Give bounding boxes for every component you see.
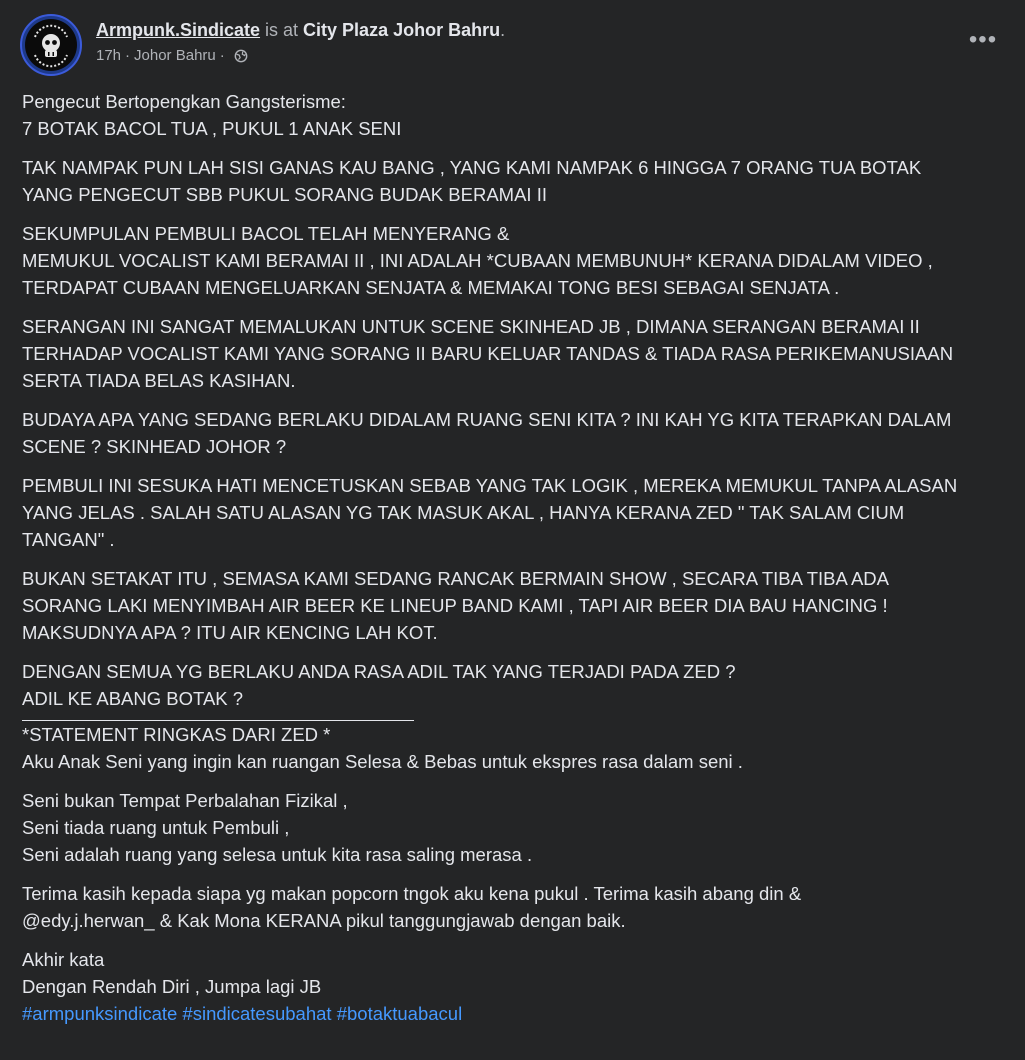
paragraph	[22, 154, 1011, 208]
text-line: ADIL KE ABANG BOTAK ?	[22, 688, 244, 709]
text-line: Seni tiada ruang untuk Pembuli ,	[22, 817, 290, 838]
post-body	[22, 88, 1011, 1027]
paragraph	[22, 565, 1011, 646]
hashtag-line	[22, 1000, 1011, 1027]
more-options-button[interactable]: •••	[968, 26, 998, 53]
text-line: *STATEMENT RINGKAS DARI ZED *	[22, 724, 331, 745]
author-name-link[interactable]: Armpunk.Sindicate	[96, 20, 261, 40]
text-line: BUDAYA APA YANG SEDANG BERLAKU DIDALAM RUANG SENI KITA ? INI KAH YG KITA TERAPKAN DALAM	[22, 409, 952, 430]
text-line: SCENE ? SKINHEAD JOHOR ?	[22, 436, 287, 457]
text-line: Seni adalah ruang yang selesa untuk kita rasa saling merasa .	[22, 844, 533, 865]
meta-separator: ·	[125, 47, 131, 64]
paragraph	[22, 220, 1011, 301]
band-logo-icon	[25, 19, 77, 71]
place-link[interactable]: City Plaza Johor Bahru	[303, 20, 501, 40]
text-line: Seni bukan Tempat Perbalahan Fizikal ,	[22, 790, 348, 811]
post-time[interactable]: 17h	[96, 47, 122, 64]
text-line: TERDAPAT CUBAAN MENGELUARKAN SENJATA & MEMAKAI TONG BESI SEBAGAI SENJATA .	[22, 277, 840, 298]
text-line: SORANG LAKI MENYIMBAH AIR BEER KE LINEUP BAND KAMI , TAPI AIR BEER DIA BAU HANCING !	[22, 595, 888, 616]
text-line: Terima kasih kepada siapa yg makan popcorn tngok aku kena pukul . Terima kasih abang din &	[22, 883, 802, 904]
paragraph	[22, 313, 1011, 394]
checkin-text: is at	[260, 20, 304, 40]
text-line: SERANGAN INI SANGAT MEMALUKAN UNTUK SCENE SKINHEAD JB , DIMANA SERANGAN BERAMAI II	[22, 316, 920, 337]
text-line: PEMBULI INI SESUKA HATI MENCETUSKAN SEBAB YANG TAK LOGIK , MEREKA MEMUKUL TANPA ALASAN	[22, 475, 958, 496]
text-line: MAKSUDNYA APA ? ITU AIR KENCING LAH KOT.	[22, 622, 438, 643]
paragraph	[22, 946, 1011, 1000]
post-header-text	[96, 18, 505, 66]
text-line: TANGAN" .	[22, 529, 115, 550]
text-line: SEKUMPULAN PEMBULI BACOL TELAH MENYERANG &	[22, 223, 510, 244]
text-line: 7 BOTAK BACOL TUA , PUKUL 1 ANAK SENI	[22, 118, 402, 139]
globe-icon[interactable]	[234, 49, 248, 63]
avatar[interactable]	[20, 14, 82, 76]
text-line: SERTA TIADA BELAS KASIHAN.	[22, 370, 296, 391]
text-line: @edy.j.herwan_ & Kak Mona KERANA pikul tanggungjawab dengan baik.	[22, 910, 626, 931]
hashtag-link[interactable]: #botaktuabacul	[336, 1003, 463, 1024]
privacy-separator: ·	[219, 47, 225, 64]
text-line: Pengecut Bertopengkan Gangsterisme:	[22, 91, 346, 112]
hashtag-link[interactable]: #sindicatesubahat	[182, 1003, 332, 1024]
post-meta	[96, 46, 505, 66]
text-line: Dengan Rendah Diri , Jumpa lagi JB	[22, 976, 322, 997]
text-line: YANG PENGECUT SBB PUKUL SORANG BUDAK BERAMAI II	[22, 184, 547, 205]
paragraph	[22, 472, 1011, 553]
paragraph	[22, 406, 1011, 460]
paragraph	[22, 721, 1011, 775]
text-line: YANG JELAS . SALAH SATU ALASAN YG TAK MASUK AKAL , HANYA KERANA ZED " TAK SALAM CIUM	[22, 502, 905, 523]
post-location[interactable]: Johor Bahru	[134, 47, 216, 64]
text-line: MEMUKUL VOCALIST KAMI BERAMAI II , INI ADALAH *CUBAAN MEMBUNUH* KERANA DIDALAM VIDEO ,	[22, 250, 933, 271]
hashtag-link[interactable]: #armpunksindicate	[22, 1003, 178, 1024]
title-period: .	[500, 20, 506, 40]
text-line: BUKAN SETAKAT ITU , SEMASA KAMI SEDANG RANCAK BERMAIN SHOW , SECARA TIBA TIBA ADA	[22, 568, 889, 589]
post-title-line	[96, 18, 505, 42]
text-line: DENGAN SEMUA YG BERLAKU ANDA RASA ADIL TAK YANG TERJADI PADA ZED ?	[22, 661, 736, 682]
text-line: TERHADAP VOCALIST KAMI YANG SORANG II BARU KELUAR TANDAS & TIADA RASA PERIKEMANUSIAAN	[22, 343, 954, 364]
paragraph	[22, 787, 1011, 868]
post-header	[20, 14, 1005, 76]
paragraph	[22, 88, 1011, 142]
text-line: Aku Anak Seni yang ingin kan ruangan Selesa & Bebas untuk ekspres rasa dalam seni .	[22, 751, 743, 772]
paragraph	[22, 880, 1011, 934]
paragraph	[22, 658, 1011, 712]
text-line: Akhir kata	[22, 949, 105, 970]
text-line: TAK NAMPAK PUN LAH SISI GANAS KAU BANG , YANG KAMI NAMPAK 6 HINGGA 7 ORANG TUA BOTAK	[22, 157, 922, 178]
